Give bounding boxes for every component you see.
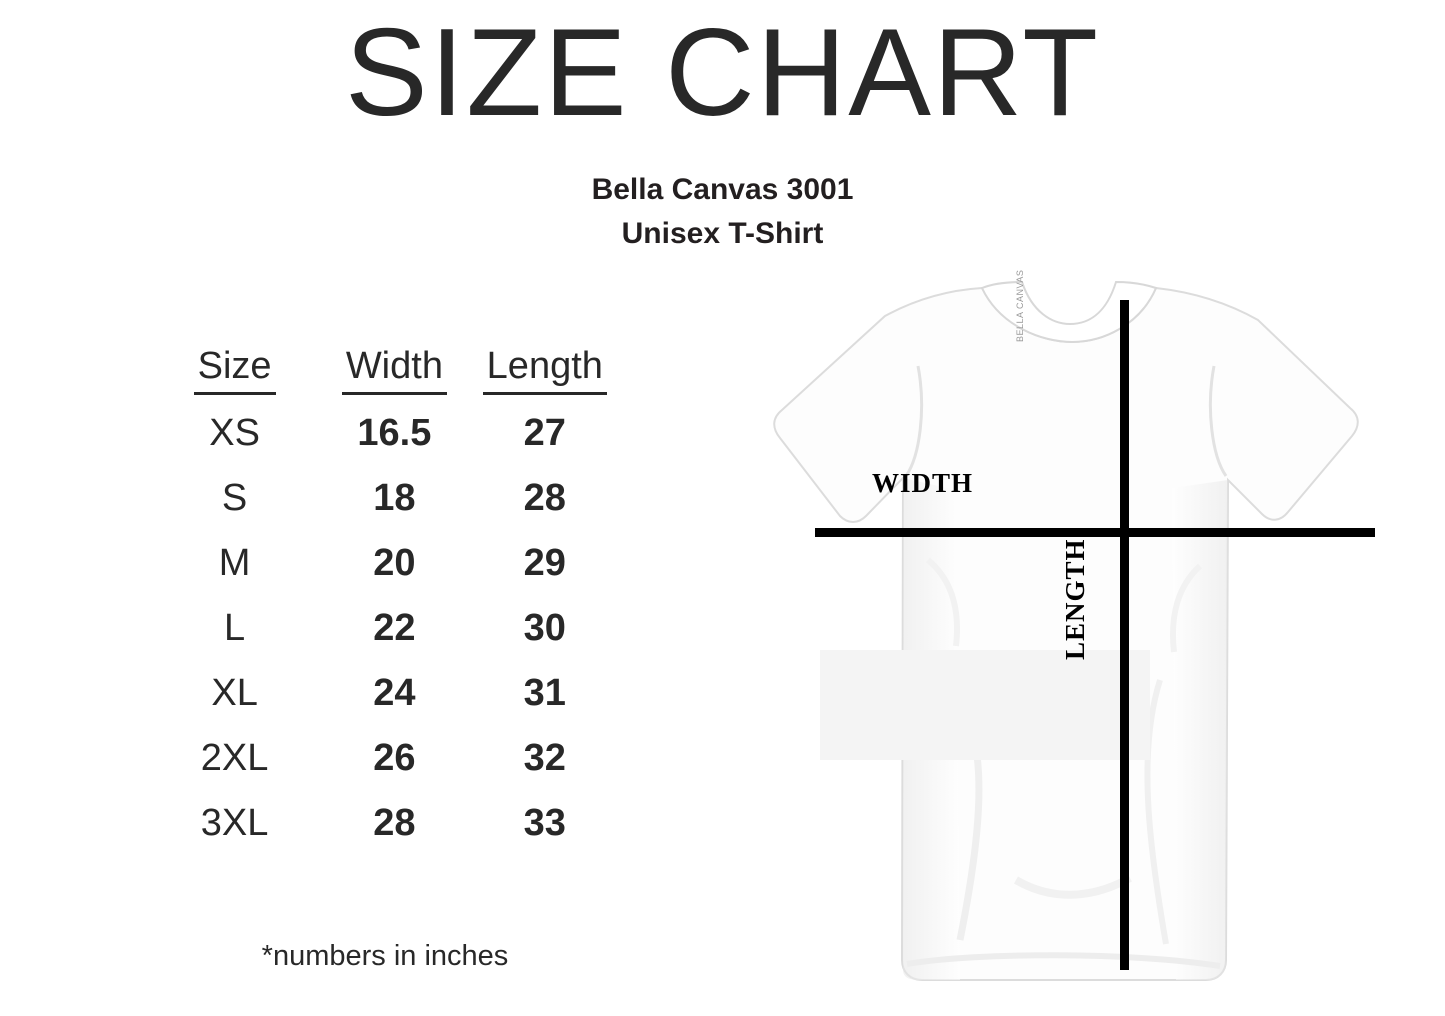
cell-width: 28 [373,802,416,844]
cell-length: 33 [523,802,566,844]
cell-length: 30 [523,607,566,649]
product-name: Bella Canvas 3001 [591,173,854,206]
fabric-highlight [820,650,1150,760]
cell-size: 3XL [200,802,269,844]
cell-width: 16.5 [357,412,432,454]
cell-length: 27 [523,412,566,454]
page-title: SIZE CHART [345,4,1100,142]
cell-size: 2XL [200,737,269,779]
column-header-size [150,345,319,401]
column-header-width [319,345,469,401]
neck-label-text: BELLA CANVAS [1015,269,1025,342]
size-table [150,345,620,856]
cell-length: 32 [523,737,566,779]
cell-length: 31 [523,672,566,714]
cell-width: 20 [373,542,416,584]
column-header-length [470,345,620,401]
cell-size: M [218,542,251,584]
units-footnote: *numbers in inches [261,940,509,972]
table-row [150,791,620,856]
column-header-length-label: Length [483,345,607,395]
width-label: WIDTH [872,468,974,498]
cell-size: L [224,607,246,649]
cell-width: 26 [373,737,416,779]
cell-width: 24 [373,672,416,714]
width-measure-line [815,528,1375,537]
length-label: LENGTH [1060,538,1090,660]
table-row [150,466,620,531]
tshirt-illustration [660,269,1380,1010]
cell-size: S [221,477,248,519]
product-type: Unisex T-Shirt [621,216,824,250]
cell-length: 28 [523,477,566,519]
subtitle-block [0,168,1445,255]
column-header-width-label: Width [342,345,447,395]
table-row [150,401,620,466]
table-row [150,596,620,661]
table-row [150,661,620,726]
table-header-row [150,345,620,401]
cell-size: XS [209,412,260,454]
cell-size: XL [211,672,258,714]
cell-width: 18 [373,477,416,519]
shirt-right-shadow [1172,480,1228,980]
tshirt-icon [660,280,1380,1010]
table-row [150,726,620,791]
size-table-container [150,345,620,856]
length-measure-line [1120,300,1129,970]
cell-length: 29 [523,542,566,584]
cell-width: 22 [373,607,416,649]
table-row [150,531,620,596]
column-header-size-label: Size [194,345,276,395]
